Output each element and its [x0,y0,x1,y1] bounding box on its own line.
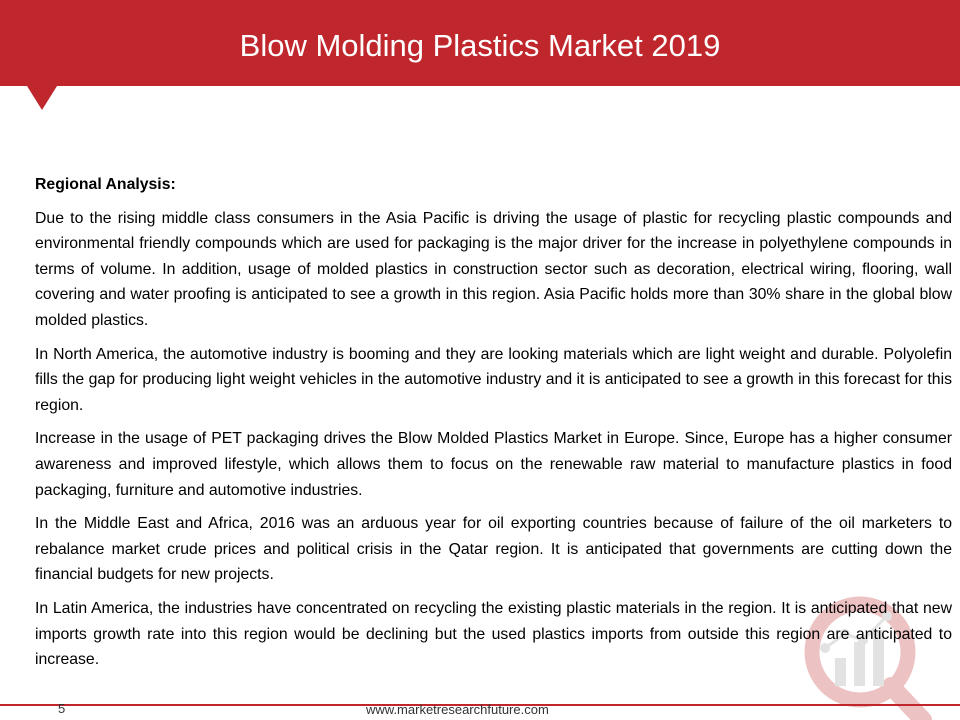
content-body [35,172,952,681]
paragraph-latin-america: In Latin America, the industries have concentrated on recycling the existing plastic materials in the region. It is anticipated that new imports growth rate into this region would be declining but the used plastics imports from outside this region are anticipated to increase. [35,599,952,669]
slide-title: Blow Molding Plastics Market 2019 [239,28,721,63]
page-number: 5 [58,701,66,716]
section-heading: Regional Analysis: [35,176,176,193]
header-notch [27,86,57,110]
paragraph-north-america: In North America, the automotive industry is booming and they are looking materials which are light weight and durable. Polyolefin fills the gap for producing light weight vehicles in the automotive industry and it is anticipated to see a growth in this forecast for this region. [35,345,952,414]
paragraph-asia-pacific: Due to the rising middle class consumers in the Asia Pacific is driving the usage of plastic for recycling plastic compounds and environmental friendly compounds which are used for packaging is the major driver for the increase in polyethylene compounds in terms of volume. In addition, usage of molded plastics in construction sector such as decoration, electrical wiring, flooring, wall covering and water proofing is anticipated to see a growth in this region. Asia Pacific holds more than 30% share in the global blow molded plastics. [35,209,952,329]
paragraph-europe: Increase in the usage of PET packaging drives the Blow Molded Plastics Market in Europe. Since, Europe has a higher consumer awareness and improved lifestyle, which allows them to focus on the renewable raw material to manufacture plastics in food packaging, furniture and automotive industries. [35,430,952,499]
paragraph-middle-east-africa: In the Middle East and Africa, 2016 was an arduous year for oil exporting countries because of failure of the oil marketers to rebalance market crude prices and political crisis in the Qatar region. It is anticipated that governments are cutting down the financial budgets for new projects. [35,515,952,584]
footer-url[interactable]: www.marketresearchfuture.com [366,702,549,717]
